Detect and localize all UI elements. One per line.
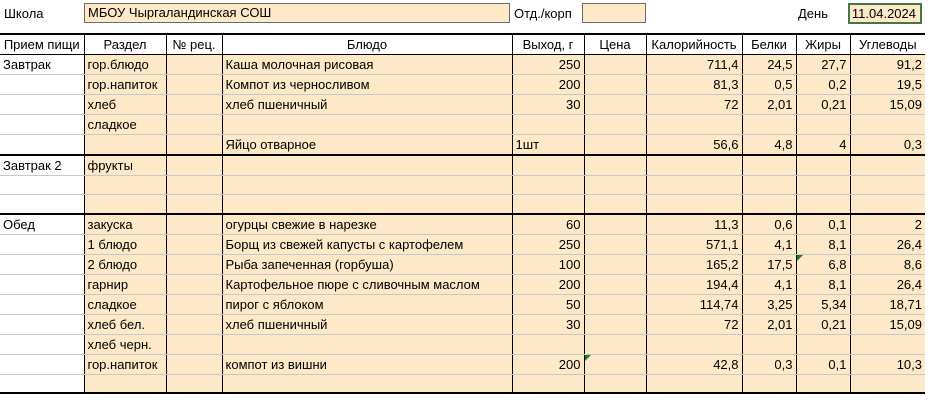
section-cell[interactable]: гор.блюдо	[84, 55, 166, 75]
value-cell[interactable]: 250	[512, 234, 584, 254]
table-row	[0, 274, 925, 294]
value-cell[interactable]: 8,6	[850, 254, 925, 274]
value-cell[interactable]: 10,3	[850, 354, 925, 374]
value-cell[interactable]	[166, 195, 222, 214]
value-cell[interactable]	[584, 294, 646, 314]
value-cell[interactable]	[742, 195, 796, 214]
value-cell[interactable]	[584, 334, 646, 354]
value-cell[interactable]: 81,3	[646, 75, 742, 95]
dish-cell[interactable]: Рыба запеченная (горбуша)	[222, 254, 512, 274]
section-cell[interactable]: фрукты	[84, 155, 166, 176]
value-cell[interactable]: 72	[646, 95, 742, 115]
value-cell[interactable]: 165,2	[646, 254, 742, 274]
value-cell[interactable]	[512, 176, 584, 195]
value-cell[interactable]	[742, 374, 796, 393]
value-cell[interactable]	[850, 155, 925, 176]
dish-cell[interactable]	[222, 374, 512, 393]
value-cell[interactable]	[796, 155, 850, 176]
dish-cell[interactable]: пирог с яблоком	[222, 294, 512, 314]
value-cell[interactable]	[646, 374, 742, 393]
value-cell[interactable]	[166, 214, 222, 235]
meal-cell[interactable]	[0, 195, 84, 214]
value-cell[interactable]	[850, 374, 925, 393]
meal-cell[interactable]	[0, 115, 84, 135]
value-cell[interactable]: 4,1	[742, 274, 796, 294]
meal-cell[interactable]	[0, 274, 84, 294]
value-cell[interactable]: 0,3	[850, 135, 925, 156]
table-row	[0, 155, 925, 176]
value-cell[interactable]	[584, 254, 646, 274]
value-cell[interactable]: 2	[850, 214, 925, 235]
value-cell[interactable]: 19,5	[850, 75, 925, 95]
school-field[interactable]: МБОУ Чыргаландинская СОШ	[84, 3, 510, 23]
column-header[interactable]: Белки	[742, 34, 796, 55]
value-cell[interactable]	[646, 334, 742, 354]
dish-cell[interactable]: Компот из черносливом	[222, 75, 512, 95]
table-row	[0, 314, 925, 334]
value-cell[interactable]: 5,34	[796, 294, 850, 314]
column-header[interactable]: Цена	[584, 34, 646, 55]
value-cell[interactable]: 50	[512, 294, 584, 314]
value-cell[interactable]: 0,6	[742, 214, 796, 235]
value-cell[interactable]: 250	[512, 55, 584, 75]
value-cell[interactable]: 100	[512, 254, 584, 274]
dish-cell[interactable]	[222, 155, 512, 176]
value-cell[interactable]	[646, 195, 742, 214]
section-cell[interactable]: гор.напиток	[84, 354, 166, 374]
meal-cell[interactable]	[0, 314, 84, 334]
value-cell[interactable]	[166, 234, 222, 254]
value-cell[interactable]	[584, 234, 646, 254]
value-cell[interactable]	[166, 176, 222, 195]
value-cell[interactable]	[166, 115, 222, 135]
meal-cell[interactable]	[0, 234, 84, 254]
value-cell[interactable]: 1шт	[512, 135, 584, 156]
day-field[interactable]: 11.04.2024	[848, 3, 922, 24]
value-cell[interactable]	[166, 294, 222, 314]
column-header[interactable]: № рец.	[166, 34, 222, 55]
section-cell[interactable]: хлеб черн.	[84, 334, 166, 354]
table-row	[0, 176, 925, 195]
section-cell[interactable]	[84, 135, 166, 156]
value-cell[interactable]	[584, 274, 646, 294]
value-cell[interactable]: 0,3	[742, 354, 796, 374]
value-cell[interactable]	[512, 334, 584, 354]
dish-cell[interactable]: Картофельное пюре с сливочным маслом	[222, 274, 512, 294]
section-cell[interactable]: гарнир	[84, 274, 166, 294]
meal-cell[interactable]	[0, 334, 84, 354]
value-cell[interactable]	[584, 155, 646, 176]
table-row	[0, 334, 925, 354]
value-cell[interactable]: 30	[512, 95, 584, 115]
value-cell[interactable]: 11,3	[646, 214, 742, 235]
day-label: День	[798, 6, 828, 21]
dish-cell[interactable]	[222, 334, 512, 354]
dish-cell[interactable]: Яйцо отварное	[222, 135, 512, 156]
value-cell[interactable]: 15,09	[850, 314, 925, 334]
section-cell[interactable]	[84, 176, 166, 195]
table-row	[0, 214, 925, 235]
value-cell[interactable]: 0,5	[742, 75, 796, 95]
table-row	[0, 354, 925, 374]
value-cell[interactable]	[584, 135, 646, 156]
value-cell[interactable]: 4	[796, 135, 850, 156]
column-header[interactable]: Раздел	[84, 34, 166, 55]
section-cell[interactable]: сладкое	[84, 115, 166, 135]
school-label: Школа	[4, 6, 44, 21]
meal-cell[interactable]	[0, 254, 84, 274]
value-cell[interactable]	[850, 115, 925, 135]
dept-label: Отд./корп	[514, 6, 572, 21]
value-cell[interactable]	[512, 374, 584, 393]
value-cell[interactable]	[584, 95, 646, 115]
value-cell[interactable]: 27,7	[796, 55, 850, 75]
dish-cell[interactable]: компот из вишни	[222, 354, 512, 374]
value-cell[interactable]	[584, 115, 646, 135]
value-cell[interactable]: 26,4	[850, 274, 925, 294]
value-cell[interactable]	[166, 135, 222, 156]
meal-cell[interactable]	[0, 135, 84, 156]
table-row	[0, 234, 925, 254]
value-cell[interactable]	[512, 155, 584, 176]
value-cell[interactable]	[796, 176, 850, 195]
value-cell[interactable]	[512, 115, 584, 135]
section-cell[interactable]	[84, 195, 166, 214]
section-cell[interactable]: сладкое	[84, 294, 166, 314]
value-cell[interactable]: 26,4	[850, 234, 925, 254]
value-cell[interactable]	[166, 334, 222, 354]
dept-field[interactable]	[582, 3, 646, 23]
meal-cell[interactable]	[0, 176, 84, 195]
value-cell[interactable]	[850, 195, 925, 214]
value-cell[interactable]: 17,5	[742, 254, 796, 274]
dish-cell[interactable]: хлеб пшеничный	[222, 314, 512, 334]
value-cell[interactable]	[584, 354, 646, 374]
section-cell[interactable]: 2 блюдо	[84, 254, 166, 274]
value-cell[interactable]	[584, 214, 646, 235]
value-cell[interactable]: 72	[646, 314, 742, 334]
value-cell[interactable]	[584, 314, 646, 334]
value-cell[interactable]	[796, 374, 850, 393]
value-cell[interactable]	[646, 155, 742, 176]
value-cell[interactable]: 194,4	[646, 274, 742, 294]
value-cell[interactable]: 571,1	[646, 234, 742, 254]
meal-cell[interactable]	[0, 95, 84, 115]
table-row	[0, 135, 925, 156]
value-cell[interactable]: 4,8	[742, 135, 796, 156]
value-cell[interactable]: 0,1	[796, 354, 850, 374]
section-cell[interactable]: 1 блюдо	[84, 234, 166, 254]
value-cell[interactable]: 711,4	[646, 55, 742, 75]
value-cell[interactable]: 60	[512, 214, 584, 235]
section-cell[interactable]: хлеб	[84, 95, 166, 115]
value-cell[interactable]	[850, 334, 925, 354]
value-cell[interactable]	[742, 176, 796, 195]
value-cell[interactable]	[166, 374, 222, 393]
value-cell[interactable]: 42,8	[646, 354, 742, 374]
value-cell[interactable]: 30	[512, 314, 584, 334]
column-header[interactable]: Выход, г	[512, 34, 584, 55]
column-header[interactable]: Жиры	[796, 34, 850, 55]
value-cell[interactable]: 8,1	[796, 234, 850, 254]
value-cell[interactable]: 200	[512, 274, 584, 294]
value-cell[interactable]: 24,5	[742, 55, 796, 75]
value-cell[interactable]: 2,01	[742, 95, 796, 115]
table-row	[0, 195, 925, 214]
column-header[interactable]: Прием пищи	[0, 34, 84, 55]
meal-cell[interactable]: Обед	[0, 214, 84, 235]
table-row	[0, 115, 925, 135]
value-cell[interactable]: 0,21	[796, 314, 850, 334]
value-cell[interactable]	[742, 155, 796, 176]
value-cell[interactable]	[166, 95, 222, 115]
value-cell[interactable]: 8,1	[796, 274, 850, 294]
dish-cell[interactable]: Борщ из свежей капусты с картофелем	[222, 234, 512, 254]
value-cell[interactable]	[584, 75, 646, 95]
dish-cell[interactable]: Каша молочная рисовая	[222, 55, 512, 75]
value-cell[interactable]: 200	[512, 75, 584, 95]
value-cell[interactable]: 0,21	[796, 95, 850, 115]
table-row	[0, 374, 925, 393]
value-cell[interactable]	[166, 274, 222, 294]
column-header[interactable]: Калорийность	[646, 34, 742, 55]
meal-cell[interactable]	[0, 374, 84, 393]
value-cell[interactable]	[796, 115, 850, 135]
value-cell[interactable]	[646, 176, 742, 195]
value-cell[interactable]	[850, 176, 925, 195]
table-row	[0, 254, 925, 274]
value-cell[interactable]: 18,71	[850, 294, 925, 314]
value-cell[interactable]	[796, 334, 850, 354]
value-cell[interactable]	[166, 314, 222, 334]
value-cell[interactable]: 114,74	[646, 294, 742, 314]
value-cell[interactable]: 4,1	[742, 234, 796, 254]
value-cell[interactable]: 6,8	[796, 254, 850, 274]
section-cell[interactable]: закуска	[84, 214, 166, 235]
value-cell[interactable]	[512, 195, 584, 214]
value-cell[interactable]	[166, 55, 222, 75]
meal-cell[interactable]	[0, 294, 84, 314]
meal-cell[interactable]: Завтрак	[0, 55, 84, 75]
section-cell[interactable]: гор.напиток	[84, 75, 166, 95]
value-cell[interactable]	[742, 115, 796, 135]
value-cell[interactable]	[584, 374, 646, 393]
value-cell[interactable]: 56,6	[646, 135, 742, 156]
value-cell[interactable]: 15,09	[850, 95, 925, 115]
value-cell[interactable]: 0,1	[796, 214, 850, 235]
section-cell[interactable]: хлеб бел.	[84, 314, 166, 334]
table-row	[0, 95, 925, 115]
value-cell[interactable]	[646, 115, 742, 135]
value-cell[interactable]: 200	[512, 354, 584, 374]
value-cell[interactable]	[166, 254, 222, 274]
meal-cell[interactable]	[0, 354, 84, 374]
menu-table	[0, 33, 925, 394]
value-cell[interactable]	[796, 195, 850, 214]
value-cell[interactable]	[166, 354, 222, 374]
table-row	[0, 75, 925, 95]
column-header[interactable]: Углеводы	[850, 34, 925, 55]
value-cell[interactable]	[742, 334, 796, 354]
value-cell[interactable]: 91,2	[850, 55, 925, 75]
meal-cell[interactable]	[0, 75, 84, 95]
value-cell[interactable]	[584, 195, 646, 214]
table-row	[0, 55, 925, 75]
column-header[interactable]: Блюдо	[222, 34, 512, 55]
table-row	[0, 294, 925, 314]
value-cell[interactable]	[166, 155, 222, 176]
value-cell[interactable]: 2,01	[742, 314, 796, 334]
section-cell[interactable]	[84, 374, 166, 393]
table-header-row	[0, 34, 925, 55]
value-cell[interactable]	[166, 75, 222, 95]
dish-cell[interactable]	[222, 115, 512, 135]
value-cell[interactable]: 3,25	[742, 294, 796, 314]
dish-cell[interactable]	[222, 176, 512, 195]
value-cell[interactable]	[584, 55, 646, 75]
meal-cell[interactable]: Завтрак 2	[0, 155, 84, 176]
value-cell[interactable]: 0,2	[796, 75, 850, 95]
dish-cell[interactable]: хлеб пшеничный	[222, 95, 512, 115]
value-cell[interactable]	[584, 176, 646, 195]
dish-cell[interactable]: огурцы свежие в нарезке	[222, 214, 512, 235]
dish-cell[interactable]	[222, 195, 512, 214]
